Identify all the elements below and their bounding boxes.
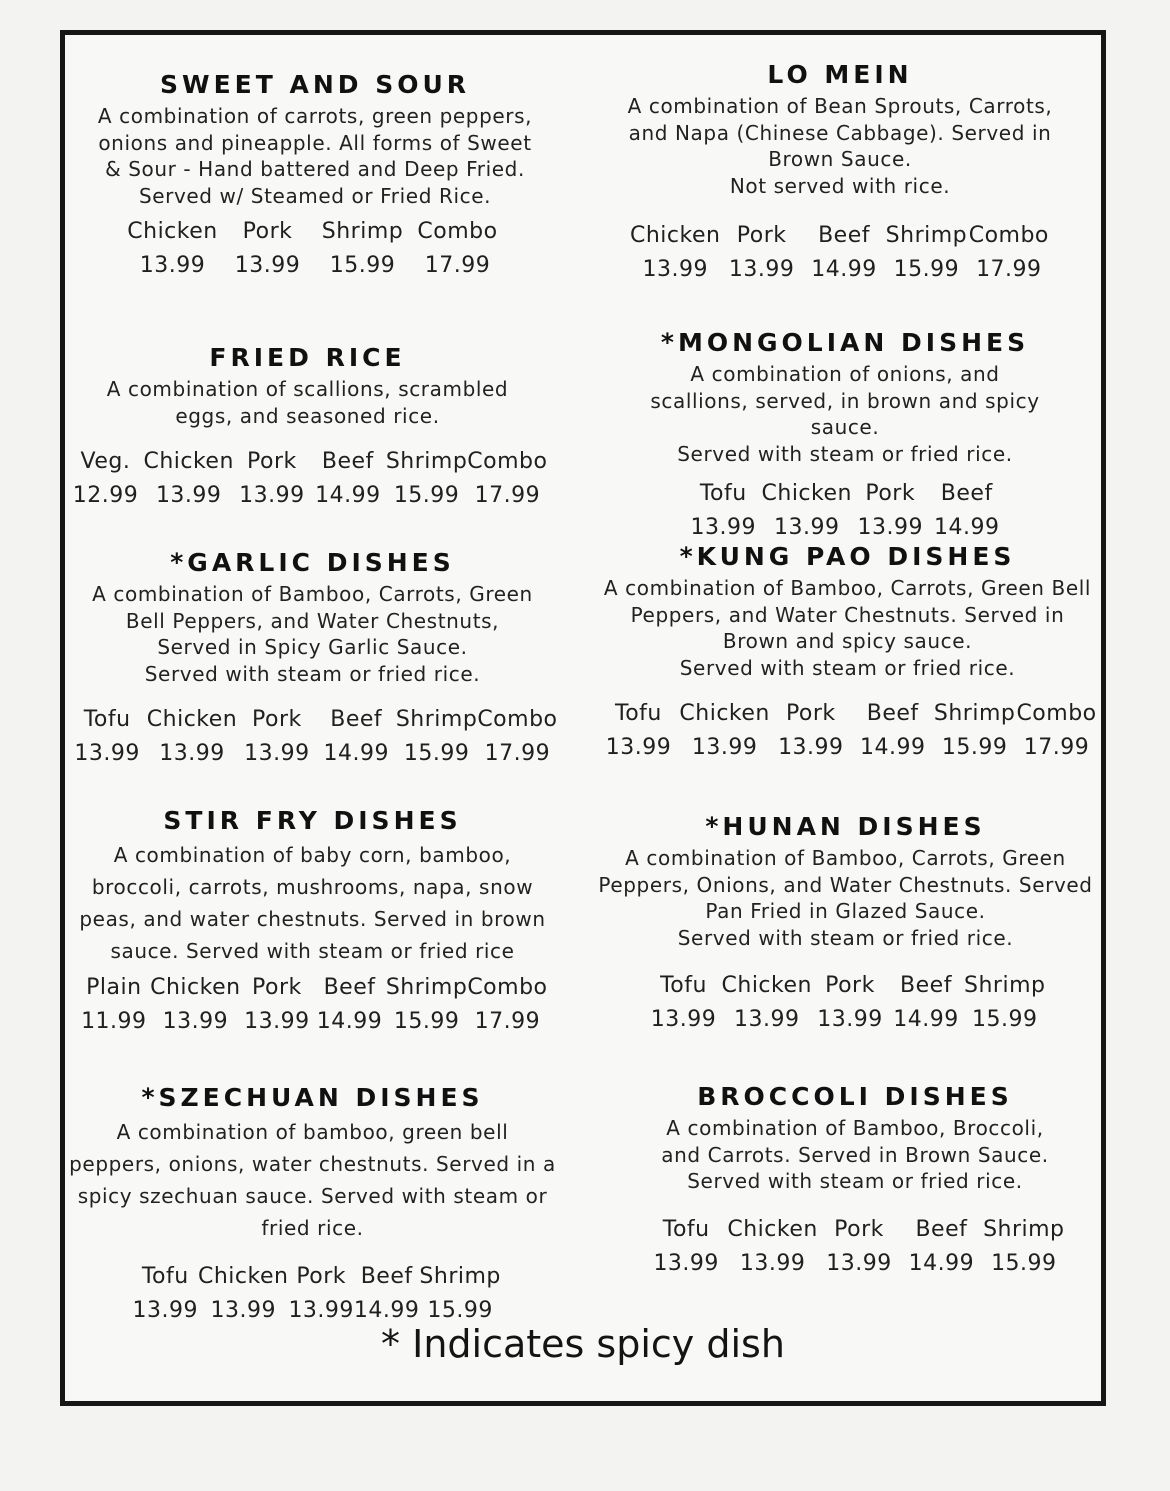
price-value: 13.99 xyxy=(162,1009,229,1034)
section-description: A combination of baby corn, bamboo, broccoli, carrots, mushrooms, napa, snow peas, and water chestnuts. Served in brown sauce. Served with steam or fried rice xyxy=(79,843,546,963)
price-label: Pork xyxy=(242,219,293,244)
section-title: SWEET AND SOUR xyxy=(159,70,471,99)
price-grid xyxy=(598,697,1098,765)
price-grid xyxy=(132,1260,501,1328)
price-value: 13.99 xyxy=(728,257,795,282)
section-description: A combination of Bean Sprouts, Carrots, and Napa (Chinese Cabbage). Served in Brown Sauce. xyxy=(627,94,1053,171)
price-value: 13.99 xyxy=(690,515,756,540)
price-label: Tofu xyxy=(699,481,747,506)
price-label: Shrimp xyxy=(385,449,468,474)
price-value: 15.99 xyxy=(393,483,460,508)
section-description: A combination of carrots, green peppers, onions and pineapple. All forms of Sweet & Sour - Hand battered and Deep Fried. Served w/ Steamed or Fried Rice. xyxy=(97,104,533,208)
price-label: Combo xyxy=(477,707,558,732)
price-label: Pork xyxy=(785,701,836,726)
price-value: 13.99 xyxy=(234,253,301,278)
price-label: Shrimp xyxy=(885,223,968,248)
price-label: Veg. xyxy=(80,449,131,474)
price-label: Shrimp xyxy=(395,707,478,732)
section-title: *KUNG PAO DISHES xyxy=(679,542,1016,571)
price-value: 13.99 xyxy=(826,1250,892,1276)
price-label: Beef xyxy=(900,973,952,998)
section-note: Not served with rice. xyxy=(729,173,951,198)
section-mongolian xyxy=(610,328,1080,545)
price-value: 13.99 xyxy=(210,1298,276,1323)
section-note: Served with steam or fried rice. xyxy=(679,655,1016,680)
price-label: Chicken xyxy=(721,973,812,998)
price-value: 13.99 xyxy=(288,1298,354,1323)
price-value: 15.99 xyxy=(941,735,1008,760)
price-value: 13.99 xyxy=(691,735,758,760)
price-label: Shrimp xyxy=(385,975,468,1000)
price-label: Pork xyxy=(834,1216,884,1242)
price-label: Plain xyxy=(86,975,142,1000)
price-label: Tofu xyxy=(83,707,131,732)
price-label: Beef xyxy=(330,707,383,732)
price-value: 13.99 xyxy=(817,1007,883,1032)
section-title: STIR FRY DISHES xyxy=(163,806,462,835)
price-label: Shrimp xyxy=(419,1264,501,1289)
section-stir-fry xyxy=(65,806,560,1039)
price-value: 14.99 xyxy=(893,1007,959,1032)
section-description: A combination of bamboo, green bell peppers, onions, water chestnuts. Served in a spicy szechuan sauce. Served with steam or fried rice. xyxy=(69,1120,556,1240)
section-fried-rice xyxy=(65,343,550,513)
price-label: Tofu xyxy=(615,701,662,726)
price-value: 13.99 xyxy=(857,515,923,540)
section-description: A combination of onions, and scallions, served, in brown and spicy sauce. xyxy=(650,362,1040,439)
section-title: *GARLIC DISHES xyxy=(170,548,455,577)
price-label: Chicken xyxy=(727,1216,818,1242)
price-label: Beef xyxy=(323,975,376,1000)
price-grid xyxy=(125,215,505,283)
price-label: Beef xyxy=(360,1264,413,1289)
price-value: 17.99 xyxy=(976,257,1042,282)
price-value: 13.99 xyxy=(74,741,140,766)
price-label: Combo xyxy=(417,219,498,244)
price-value: 13.99 xyxy=(653,1250,719,1276)
price-value: 17.99 xyxy=(474,1009,541,1034)
price-label: Chicken xyxy=(679,701,770,726)
price-grid xyxy=(68,445,548,513)
section-title: *SZECHUAN DISHES xyxy=(141,1083,484,1112)
price-value: 14.99 xyxy=(934,515,1000,540)
price-value: 17.99 xyxy=(1023,735,1090,760)
price-label: Combo xyxy=(1016,701,1097,726)
price-value: 13.99 xyxy=(244,741,310,766)
price-label: Pork xyxy=(825,973,875,998)
price-value: 13.99 xyxy=(739,1250,806,1276)
price-value: 11.99 xyxy=(81,1009,147,1034)
price-grid xyxy=(645,1213,1065,1281)
price-label: Combo xyxy=(467,449,548,474)
section-note: Served with steam or fried rice. xyxy=(144,661,481,686)
price-label: Chicken xyxy=(150,975,241,1000)
price-label: Pork xyxy=(736,223,787,248)
section-title: *HUNAN DISHES xyxy=(705,812,986,841)
price-label: Beef xyxy=(818,223,870,248)
price-label: Combo xyxy=(968,223,1049,248)
price-value: 17.99 xyxy=(474,483,541,508)
price-grid xyxy=(685,477,1005,545)
price-value: 17.99 xyxy=(424,253,491,278)
section-description: A combination of Bamboo, Broccoli, and Carrots. Served in Brown Sauce. xyxy=(661,1116,1049,1167)
price-grid xyxy=(646,969,1046,1037)
price-label: Shrimp xyxy=(933,701,1016,726)
price-value: 13.99 xyxy=(155,483,222,508)
section-description: A combination of scallions, scrambled eggs, and seasoned rice. xyxy=(106,377,509,428)
price-label: Chicken xyxy=(761,481,852,506)
section-title: BROCCOLI DISHES xyxy=(697,1082,1013,1111)
price-value: 15.99 xyxy=(991,1250,1057,1276)
price-label: Shrimp xyxy=(321,219,404,244)
price-value: 15.99 xyxy=(329,253,396,278)
section-description: A combination of Bamboo, Carrots, Green Peppers, Onions, and Water Chestnuts. Served Pan Fried in Glazed Sauce. xyxy=(598,846,1093,923)
price-value: 13.99 xyxy=(650,1007,717,1032)
price-value: 15.99 xyxy=(427,1298,493,1323)
price-value: 13.99 xyxy=(778,735,844,760)
price-value: 14.99 xyxy=(811,257,877,282)
price-label: Shrimp xyxy=(983,1216,1065,1242)
price-value: 14.99 xyxy=(316,1009,383,1034)
price-value: 14.99 xyxy=(315,483,381,508)
price-label: Chicken xyxy=(146,707,238,732)
spicy-footnote: * Indicates spicy dish xyxy=(381,1322,785,1366)
section-szechuan xyxy=(65,1083,560,1328)
price-label: Pork xyxy=(865,481,916,506)
price-label: Beef xyxy=(915,1216,968,1242)
price-label: Beef xyxy=(940,481,993,506)
price-label: Shrimp xyxy=(964,973,1046,998)
price-label: Chicken xyxy=(630,223,721,248)
price-label: Chicken xyxy=(127,219,218,244)
section-note: Served with steam or fried rice. xyxy=(687,1169,1023,1193)
price-value: 15.99 xyxy=(893,257,960,282)
price-value: 13.99 xyxy=(774,515,840,540)
price-label: Combo xyxy=(467,975,548,1000)
price-value: 14.99 xyxy=(353,1298,420,1323)
price-label: Beef xyxy=(321,449,374,474)
price-value: 15.99 xyxy=(972,1007,1038,1032)
price-value: 17.99 xyxy=(484,741,551,766)
price-label: Tofu xyxy=(660,973,707,998)
price-label: Tofu xyxy=(662,1216,710,1242)
section-note: Served with steam or fried rice. xyxy=(677,441,1013,466)
price-value: 13.99 xyxy=(734,1007,800,1032)
price-label: Chicken xyxy=(197,1264,289,1289)
section-hunan xyxy=(588,812,1103,1037)
price-value: 14.99 xyxy=(859,735,926,760)
price-value: 15.99 xyxy=(393,1009,460,1034)
section-broccoli xyxy=(620,1082,1090,1281)
price-label: Beef xyxy=(866,701,919,726)
section-description: A combination of Bamboo, Carrots, Green Bell Peppers, and Water Chestnuts. Served in Brown and spicy sauce. xyxy=(603,576,1092,653)
section-kung-pao xyxy=(590,542,1105,765)
price-label: Tofu xyxy=(141,1264,189,1289)
section-title: *MONGOLIAN DISHES xyxy=(660,328,1030,357)
section-title: LO MEIN xyxy=(767,60,913,89)
price-value: 14.99 xyxy=(908,1250,975,1276)
section-title: FRIED RICE xyxy=(209,343,406,372)
price-value: 13.99 xyxy=(139,253,206,278)
section-note: Served with steam or fried rice. xyxy=(677,925,1014,950)
price-grid xyxy=(78,971,548,1039)
section-lo-mein xyxy=(600,60,1080,287)
price-label: Chicken xyxy=(143,449,234,474)
price-value: 13.99 xyxy=(642,257,708,282)
price-label: Pork xyxy=(252,975,302,1000)
price-value: 13.99 xyxy=(239,483,305,508)
price-label: Pork xyxy=(296,1264,347,1289)
price-value: 13.99 xyxy=(244,1009,310,1034)
section-description: A combination of Bamboo, Carrots, Green Bell Peppers, and Water Chestnuts, Served in Spicy Garlic Sauce. xyxy=(92,582,533,659)
price-value: 15.99 xyxy=(403,741,470,766)
price-grid xyxy=(68,703,558,771)
price-value: 13.99 xyxy=(159,741,225,766)
price-value: 12.99 xyxy=(72,483,139,508)
price-grid xyxy=(630,219,1050,287)
price-label: Pork xyxy=(247,449,297,474)
price-value: 13.99 xyxy=(605,735,672,760)
price-value: 13.99 xyxy=(132,1298,198,1323)
price-value: 14.99 xyxy=(323,741,389,766)
section-garlic xyxy=(65,548,560,771)
section-sweet-and-sour xyxy=(85,70,545,283)
price-label: Pork xyxy=(252,707,302,732)
